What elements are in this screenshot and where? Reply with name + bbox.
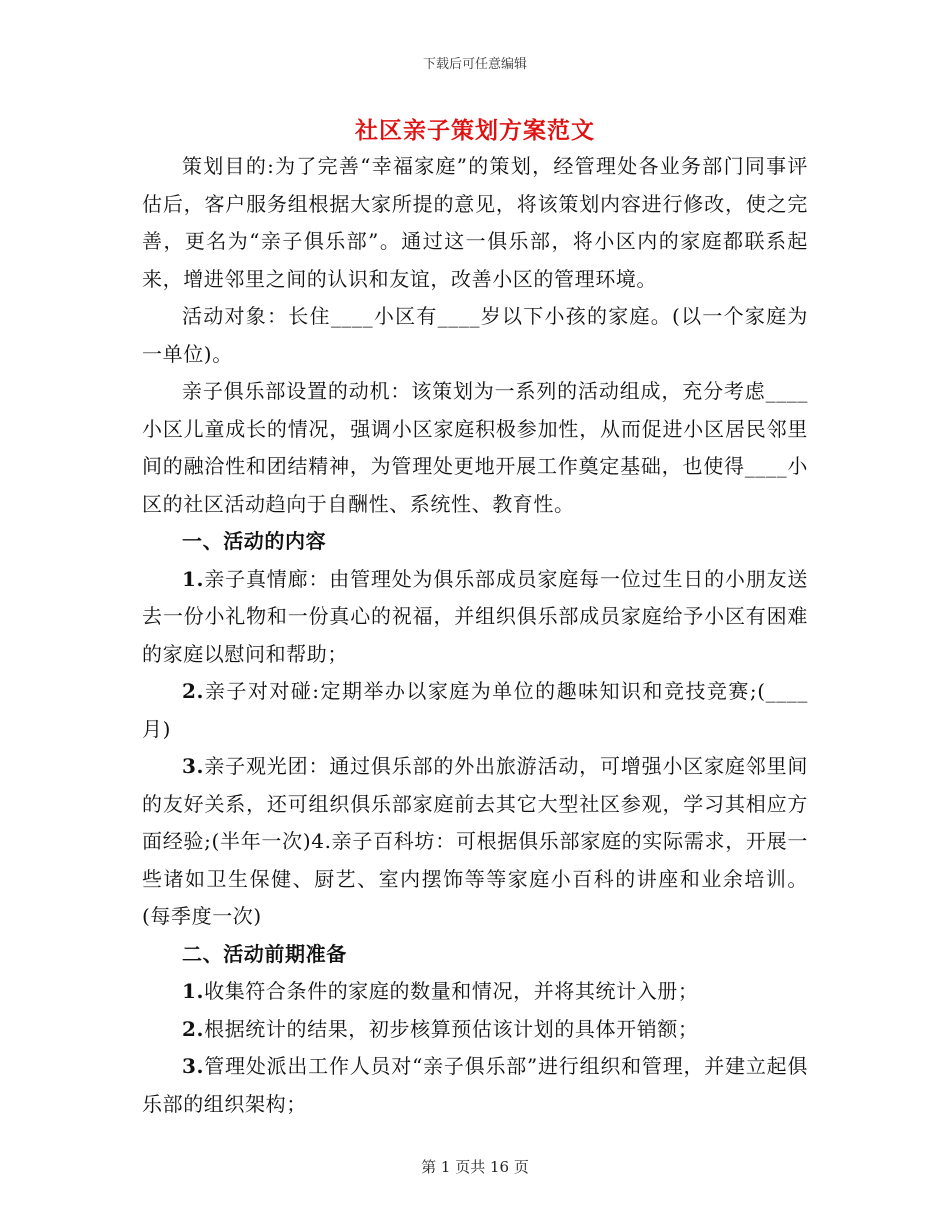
document-body <box>142 148 808 1123</box>
item-text: 亲子对对碰:定期举办以家庭为单位的趣味知识和竞技竞赛;(____月) <box>142 679 808 741</box>
document-title: 社区亲子策划方案范文 <box>355 117 595 144</box>
item-text: 管理处派出工作人员对“亲子俱乐部”进行组织和管理，并建立起俱乐部的组织架构； <box>142 1054 808 1116</box>
section-heading-preparation: 二、活动前期准备 <box>182 941 347 966</box>
item-number: 3. <box>182 1054 205 1078</box>
page-header-note: 下载后可任意编辑 <box>422 57 527 72</box>
page-number-footer: 第 1 页共 16 页 <box>421 1158 529 1176</box>
target-paragraph: 活动对象：长住____小区有____岁以下小孩的家庭。(以一个家庭为一单位)。 <box>142 304 808 366</box>
list-item <box>142 1011 808 1049</box>
item-text: 根据统计的结果，初步核算预估该计划的具体开销额； <box>204 1016 699 1041</box>
list-item <box>142 673 808 748</box>
item-text: 收集符合条件的家庭的数量和情况，并将其统计入册； <box>204 979 699 1003</box>
list-item <box>142 748 808 936</box>
item-text: 亲子观光团：通过俱乐部的外出旅游活动，可增强小区家庭邻里间的友好关系，还可组织俱乐部家庭前去其它大型社区参观，学习其相应方面经验;(半年一次)4.亲子百科坊：可根据俱乐部家庭的实际需求，开展一些诸如卫生保健、厨艺、室内摆饰等等家庭小百科的讲座和业余培训。(每季度一次) <box>142 754 808 928</box>
list-item <box>142 561 808 674</box>
item-number: 1. <box>182 566 205 591</box>
item-number: 3. <box>182 754 205 778</box>
purpose-paragraph: 策划目的:为了完善“幸福家庭”的策划，经管理处各业务部门同事评估后，客户服务组根据大家所提的意见，将该策划内容进行修改，使之完善，更名为“亲子俱乐部”。通过这一俱乐部，将小区内的家庭都联系起来，增进邻里之间的认识和友谊，改善小区的管理环境。 <box>142 154 808 291</box>
item-number: 2. <box>182 679 205 703</box>
section-heading-activity-content: 一、活动的内容 <box>182 529 327 553</box>
motivation-paragraph: 亲子俱乐部设置的动机：该策划为一系列的活动组成，充分考虑____小区儿童成长的情况，强调小区家庭积极参加性，从而促进小区居民邻里间的融洽性和团结精神，为管理处更地开展工作奠定基础，也使得____小区的社区活动趋向于自酬性、系统性、教育性。 <box>142 379 808 516</box>
item-number: 1. <box>182 979 205 1003</box>
item-number: 2. <box>182 1016 205 1041</box>
item-text: 亲子真情廊：由管理处为俱乐部成员家庭每一位过生日的小朋友送去一份小礼物和一份真心的祝福，并组织俱乐部成员家庭给予小区有困难的家庭以慰问和帮助； <box>142 566 808 666</box>
list-item <box>142 973 808 1011</box>
list-item <box>142 1048 808 1123</box>
